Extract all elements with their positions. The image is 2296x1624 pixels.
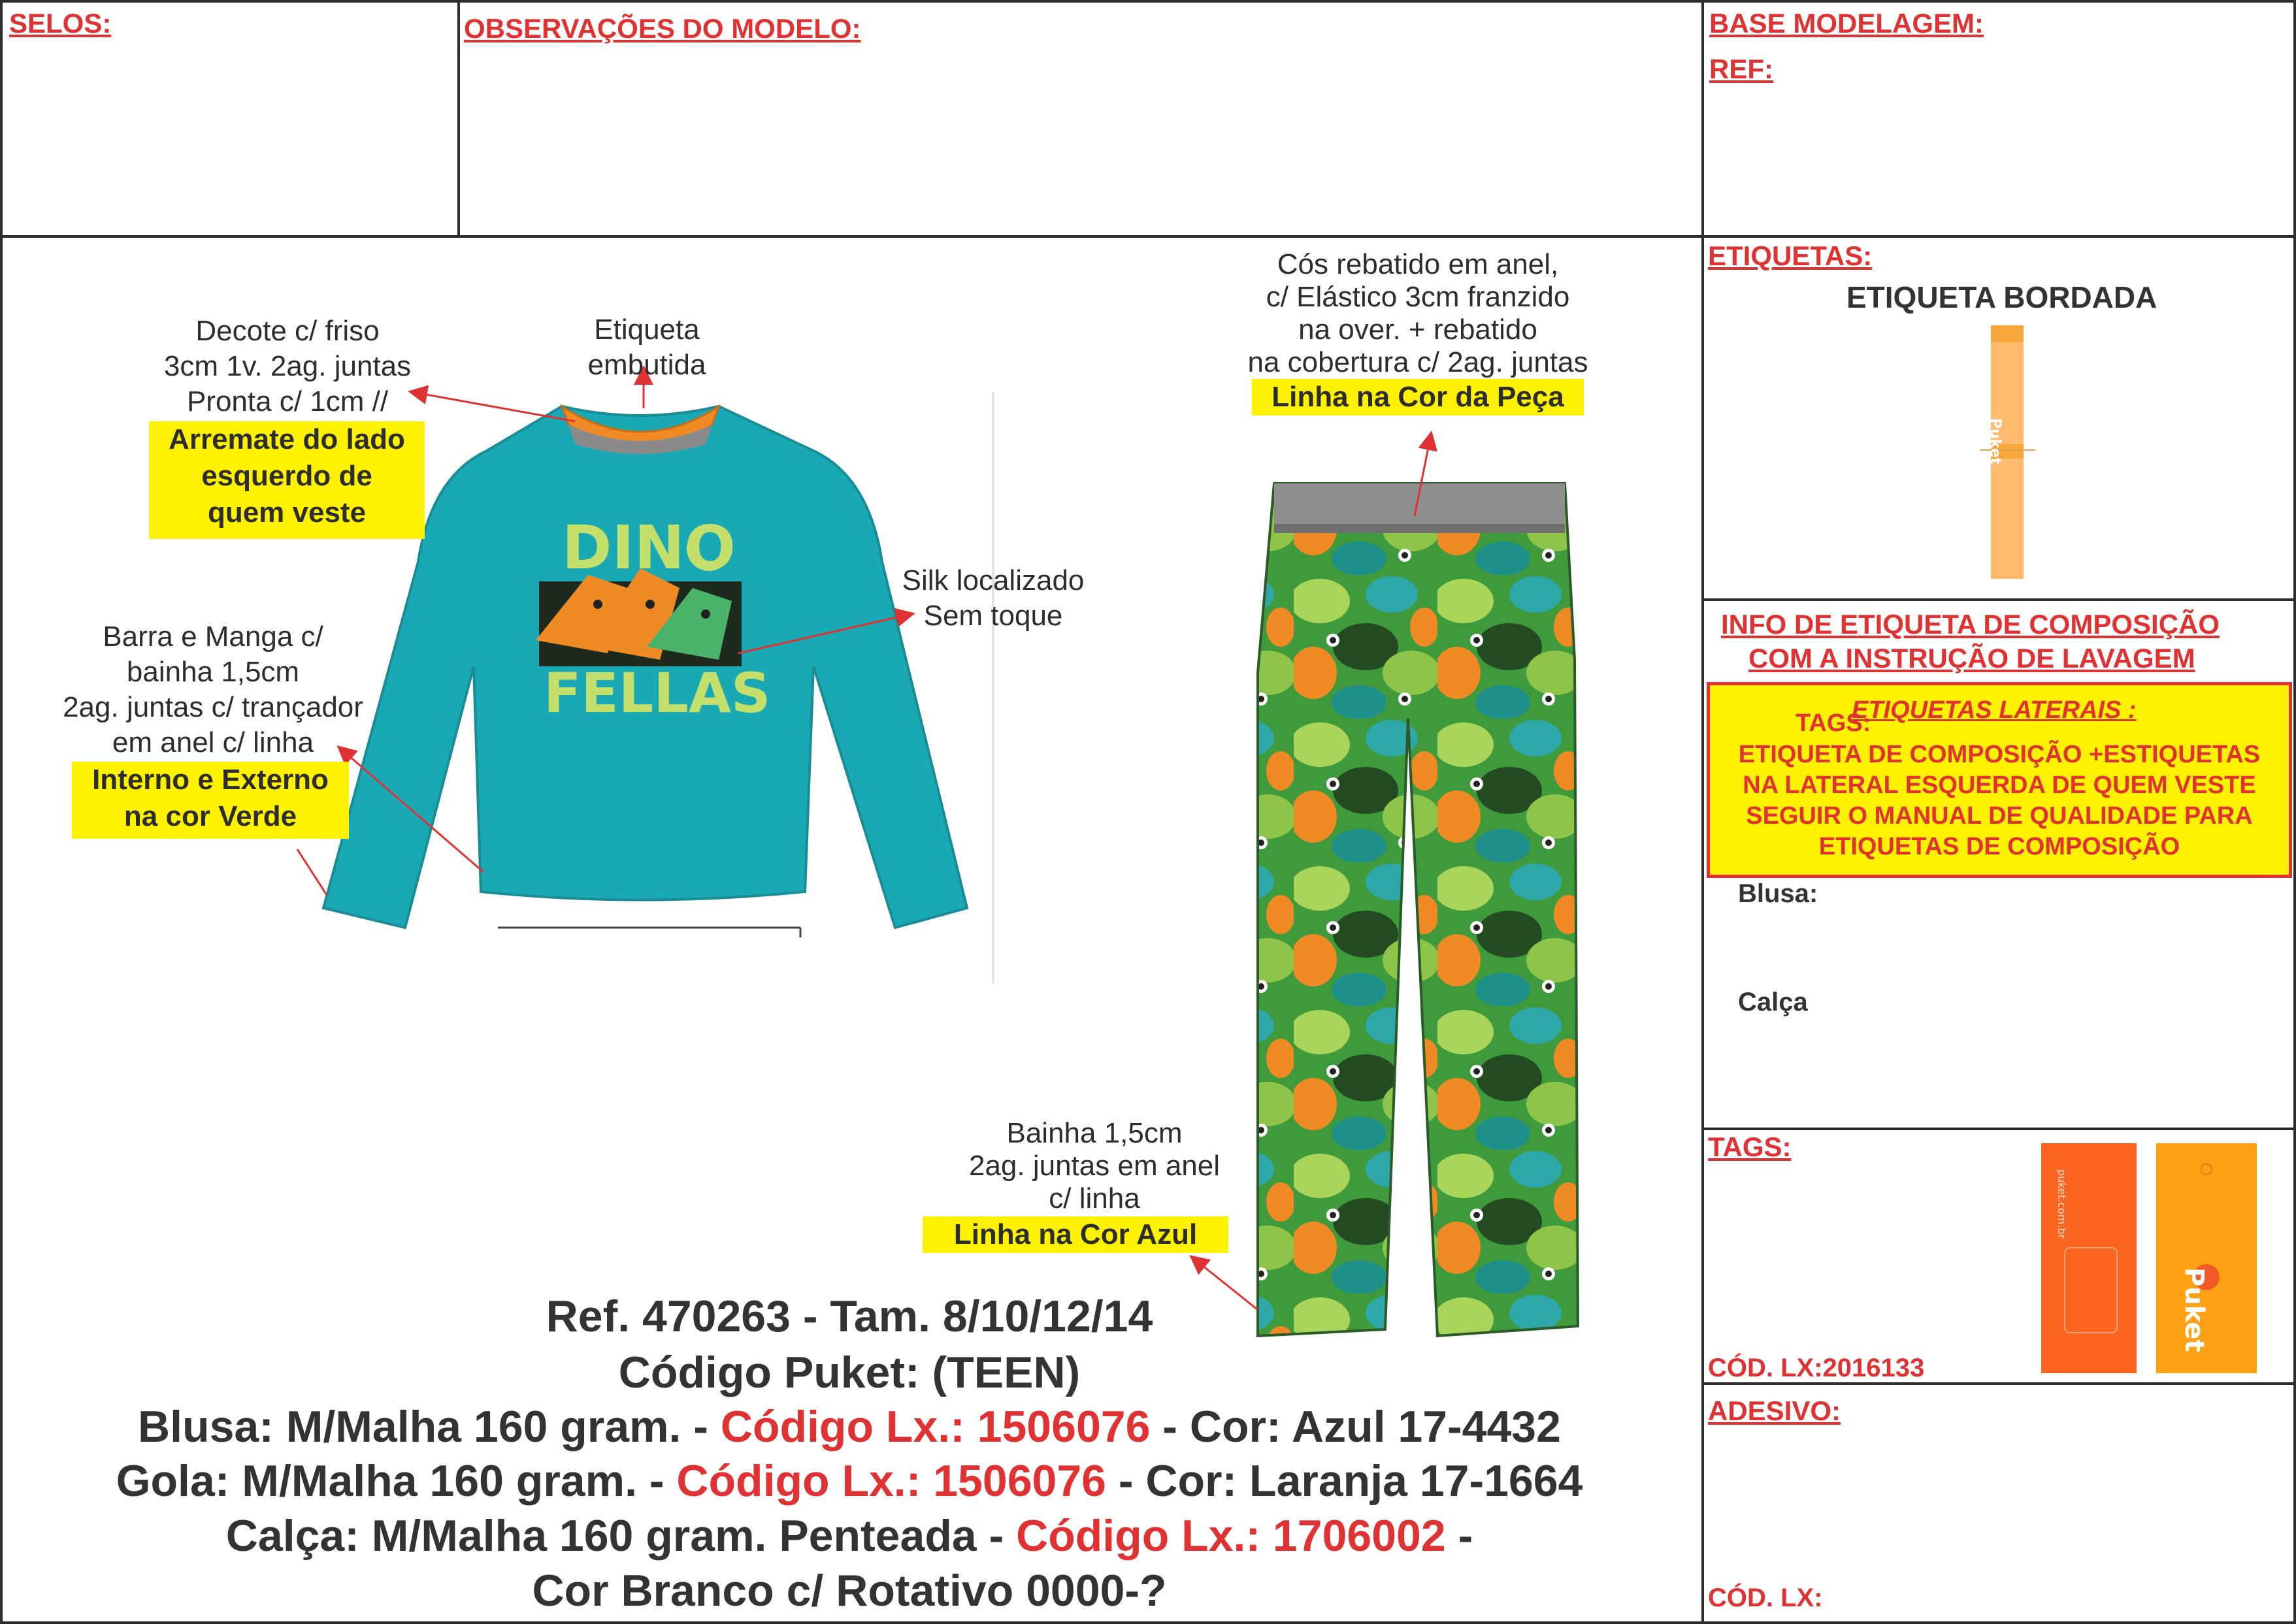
linha-azul-highlight: Linha na Cor Azul — [923, 1216, 1228, 1253]
etiqueta-line-2: embutida — [587, 349, 706, 381]
interno-line-1: Interno e Externo — [92, 764, 329, 796]
interno-line-2: na cor Verde — [123, 800, 297, 832]
silk-note — [876, 563, 1111, 634]
decote-line-3: Pronta c/ 1cm // — [186, 385, 389, 417]
arremate-line-3: quem veste — [207, 496, 367, 528]
barra-line-3: 2ag. juntas c/ trançador — [63, 691, 363, 723]
arremate-line-1: Arremate do lado — [169, 423, 405, 455]
hang-tags-drawing — [2041, 1143, 2257, 1373]
instr-line-3: SEGUIR O MANUAL DE QUALIDADE PARA — [1746, 802, 2253, 830]
instr-line-2: NA LATERAL ESQUERDA DE QUEM VESTE — [1743, 771, 2256, 799]
decote-note — [131, 314, 444, 419]
linha-peca-highlight: Linha na Cor da Peça — [1252, 379, 1584, 415]
cos-line-1: Cós rebatido em anel, — [1277, 248, 1559, 280]
print-dino-text: DINO — [562, 513, 736, 583]
cos-line-3: na over. + rebatido — [1298, 314, 1537, 346]
bainha-note — [941, 1117, 1248, 1215]
composicao-instructions — [1710, 739, 2289, 862]
spec-cor-line: Cor Branco c/ Rotativo 0000-? — [532, 1566, 1167, 1616]
decote-line-2: 3cm 1v. 2ag. juntas — [163, 350, 412, 382]
etiquetas-laterais-label: ETIQUETAS LATERAIS : — [1852, 696, 2137, 724]
tags-overlap-label: TAGS: — [1796, 709, 1871, 737]
pants-drawing — [1258, 483, 1578, 1336]
spec-calca-material: Calça: M/Malha 160 gram. Penteada - — [225, 1511, 1017, 1561]
observacoes-label: OBSERVAÇÕES DO MODELO: — [464, 13, 861, 44]
hang-tag-small-text: puket.com.br — [2056, 1169, 2068, 1239]
bainha-line-1: Bainha 1,5cm — [1006, 1117, 1183, 1149]
hang-tag-brand: Puket — [2179, 1267, 2209, 1352]
selos-label: SELOS: — [9, 8, 112, 39]
barra-note — [37, 619, 389, 760]
cod-lx-tags: CÓD. LX:2016133 — [1708, 1354, 1925, 1382]
arremate-line-2: esquerdo de — [201, 460, 372, 492]
cos-line-2: c/ Elástico 3cm franzido — [1266, 281, 1570, 313]
spec-calca-codigo: Código Lx.: 1706002 — [1016, 1511, 1446, 1561]
info-title-line-2: COM A INSTRUÇÃO DE LAVAGEM — [1748, 643, 2195, 674]
etiqueta-bordada-title: ETIQUETA BORDADA — [1846, 280, 2157, 314]
spec-gola-cor: - Cor: Laranja 17-1664 — [1106, 1456, 1583, 1506]
spec-blusa-material: Blusa: M/Malha 160 gram. - — [138, 1402, 721, 1452]
arremate-highlight — [149, 421, 425, 539]
etiqueta-note — [549, 312, 745, 383]
adesivo-label: ADESIVO: — [1708, 1395, 1841, 1426]
barra-line-2: bainha 1,5cm — [126, 656, 300, 688]
barra-line-4: em anel c/ linha — [112, 726, 314, 758]
silk-line-2: Sem toque — [923, 600, 1063, 632]
spec-codigo-puket: Código Puket: (TEEN) — [618, 1348, 1081, 1397]
spec-blusa-line — [0, 1401, 1699, 1452]
decote-line-1: Decote c/ friso — [195, 315, 380, 347]
spec-gola-line — [0, 1455, 1699, 1506]
tags-label: TAGS: — [1708, 1131, 1792, 1162]
bainha-line-3: c/ linha — [1049, 1182, 1140, 1214]
barra-line-1: Barra e Manga c/ — [103, 621, 323, 653]
spec-gola-material: Gola: M/Malha 160 gram. - — [116, 1456, 677, 1506]
spec-calca-line — [0, 1510, 1699, 1561]
base-modelagem-label: BASE MODELAGEM: — [1709, 8, 1984, 39]
calca-label: Calça — [1738, 988, 1808, 1016]
etiqueta-line-1: Etiqueta — [594, 314, 700, 346]
interno-highlight — [72, 762, 349, 839]
cos-note — [1228, 248, 1607, 379]
woven-label-brand: Puket — [1987, 418, 2003, 465]
print-fellas-text: FELLAS — [544, 661, 771, 725]
instr-line-4: ETIQUETAS DE COMPOSIÇÃO — [1818, 833, 2180, 860]
info-title-line-1: INFO DE ETIQUETA DE COMPOSIÇÃO — [1721, 609, 2220, 640]
spec-gola-codigo: Código Lx.: 1506076 — [676, 1456, 1106, 1506]
silk-line-1: Silk localizado — [902, 564, 1085, 596]
spec-ref-line: Ref. 470263 - Tam. 8/10/12/14 — [546, 1291, 1153, 1341]
blusa-label: Blusa: — [1738, 879, 1818, 908]
ref-label: REF: — [1709, 54, 1773, 84]
spec-calca-suffix: - — [1445, 1511, 1473, 1561]
bainha-line-2: 2ag. juntas em anel — [968, 1150, 1221, 1182]
spec-blusa-codigo: Código Lx.: 1506076 — [720, 1402, 1151, 1452]
spec-blusa-cor: - Cor: Azul 17-4432 — [1150, 1402, 1561, 1452]
cos-line-4: na cobertura c/ 2ag. juntas — [1247, 346, 1588, 378]
instr-line-1: ETIQUETA DE COMPOSIÇÃO +ESTIQUETAS — [1738, 741, 2261, 768]
cod-lx-adesivo: CÓD. LX: — [1708, 1583, 1823, 1612]
etiquetas-label: ETIQUETAS: — [1708, 240, 1873, 271]
